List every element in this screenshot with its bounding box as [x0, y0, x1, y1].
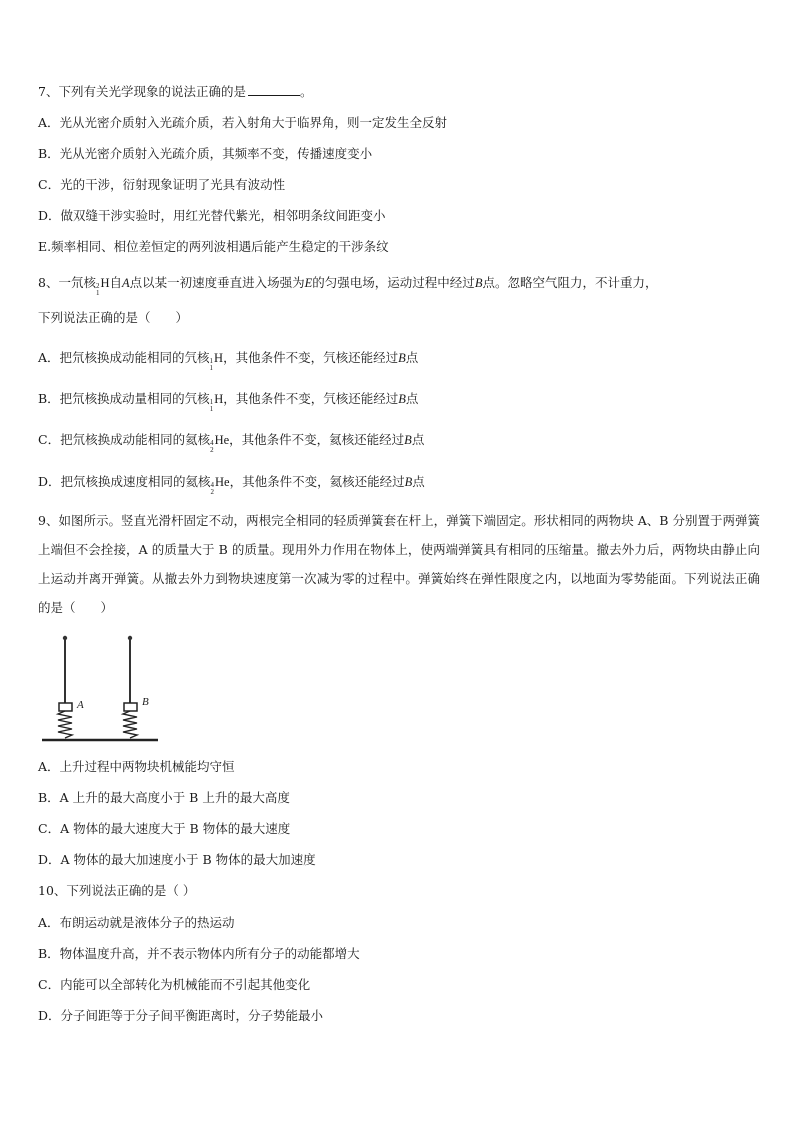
question-10-option-d: D．分子间距等于分子间平衡距离时，分子势能最小 — [38, 1008, 324, 1023]
question-8-option-d — [38, 474, 425, 496]
option-text: 点 — [405, 391, 419, 406]
nuclide-atomic-number: 2 — [210, 446, 214, 454]
question-8-text-mid2: 点以某一初速度垂直进入场强为 — [129, 275, 305, 290]
question-8-option-c — [38, 432, 424, 454]
question-8-text-end: 点。忽略空气阻力，不计重力， — [482, 275, 658, 290]
nuclide-symbol: H — [100, 276, 110, 290]
question-9-option-b: B．A 上升的最大高度小于 B 上升的最大高度 — [38, 790, 290, 805]
nuclide-atomic-number: 2 — [210, 488, 215, 496]
question-10-option-b: B．物体温度升高，并不表示物体内所有分子的动能都增大 — [38, 946, 360, 961]
point-b-label: B — [474, 276, 483, 290]
nuclide-symbol: He — [215, 475, 230, 489]
option-text: 点 — [405, 350, 419, 365]
nuclide-mass-number: 1 — [209, 357, 214, 365]
question-10-option-a: A．布朗运动就是液体分子的热运动 — [38, 915, 235, 930]
question-9-option-c: C．A 物体的最大速度大于 B 物体的最大速度 — [38, 821, 291, 836]
spring-a — [58, 711, 72, 738]
block-b — [124, 703, 137, 711]
question-7-option-e: E.频率相同、相位差恒定的两列波相遇后能产生稳定的干涉条纹 — [38, 239, 389, 254]
nuclide-helium — [210, 432, 229, 454]
option-text: ，其他条件不变，氕核还能经过 — [223, 350, 399, 365]
question-9-option-a: A．上升过程中两物块机械能均守恒 — [38, 759, 235, 774]
question-9-stem: 9、如图所示。竖直光滑杆固定不动，两根完全相同的轻质弹簧套在杆上，弹簧下端固定。形状相同的两物块 A、B 分别置于两弹簧上端但不会拴接，A 的质量大于 B 的质量。现用外力作用在物体上，使两端弹簧具有相同的压缩量。撤去外力后，两物块由静止向上运动并离开弹簧。从撤去外力到物块速度第一次减为零的过程中。弹簧始终在弹性限度之内，以地面为零势能面。下列说法正确的是（ ） — [38, 513, 760, 615]
nuclide-mass-number: 1 — [209, 398, 214, 406]
point-a-label: A — [122, 276, 130, 290]
question-8-text-pre: 8、一氘核 — [38, 275, 96, 290]
option-text: ，其他条件不变，氦核还能经过 — [229, 474, 405, 489]
spring-rod-figure — [40, 633, 160, 748]
question-7-stem — [38, 84, 312, 100]
spring-b — [123, 711, 137, 738]
rod-b-top — [128, 636, 132, 640]
nuclide-atomic-number: 1 — [95, 289, 100, 297]
nuclide-protium — [210, 350, 224, 372]
nuclide-helium — [211, 474, 230, 496]
question-9-option-d: D．A 物体的最大加速度小于 B 物体的最大加速度 — [38, 852, 316, 867]
option-text: C．把氘核换成动能相同的氦核 — [38, 432, 211, 447]
nuclide-atomic-number: 1 — [209, 364, 214, 372]
question-10-stem: 10、下列说法正确的是（ ） — [38, 883, 196, 898]
nuclide-atomic-number: 1 — [209, 405, 214, 413]
question-8-text-mid3: 的匀强电场，运动过程中经过 — [312, 275, 475, 290]
question-7-text: 7、下列有关光学现象的说法正确的是 — [38, 84, 246, 99]
nuclide-protium — [210, 391, 224, 413]
question-7-stem-end: 。 — [299, 84, 313, 99]
option-text: B．把氘核换成动量相同的氕核 — [38, 391, 210, 406]
question-7-option-d: D．做双缝干涉实验时，用红光替代紫光，相邻明条纹间距变小 — [38, 208, 386, 223]
nuclide-mass-number: 2 — [95, 282, 100, 290]
nuclide-symbol: H — [214, 392, 224, 406]
point-b-label: B — [404, 433, 412, 447]
nuclide-deuteron — [96, 275, 110, 297]
option-text: ，其他条件不变，氕核还能经过 — [223, 391, 399, 406]
option-text: ，其他条件不变，氦核还能经过 — [229, 432, 405, 447]
nuclide-symbol: He — [214, 433, 230, 447]
point-b-label: B — [398, 351, 406, 365]
question-8-text-mid1: 自 — [109, 275, 122, 290]
nuclide-symbol: H — [214, 351, 224, 365]
question-8-stem — [38, 275, 657, 297]
label-b: B — [142, 696, 149, 708]
point-b-label: B — [398, 392, 406, 406]
nuclide-mass-number: 4 — [210, 439, 214, 447]
question-7-option-c: C．光的干涉，衍射现象证明了光具有波动性 — [38, 177, 286, 192]
block-a — [59, 703, 72, 711]
question-8-stem-line2: 下列说法正确的是（ ） — [38, 310, 189, 325]
question-8-option-b — [38, 391, 418, 413]
rod-a-top — [63, 636, 67, 640]
field-strength-symbol: E — [304, 276, 313, 290]
option-text: D．把氘核换成速度相同的氦核 — [38, 474, 211, 489]
question-7-option-b: B．光从光密介质射入光疏介质，其频率不变，传播速度变小 — [38, 146, 373, 161]
question-8-option-a — [38, 350, 418, 372]
option-text: A．把氘核换成动能相同的氕核 — [38, 350, 210, 365]
question-7-option-a: A．光从光密介质射入光疏介质，若入射角大于临界角，则一定发生全反射 — [38, 115, 448, 130]
nuclide-mass-number: 4 — [210, 481, 215, 489]
answer-blank — [248, 84, 300, 96]
question-10-option-c: C．内能可以全部转化为机械能而不引起其他变化 — [38, 977, 311, 992]
label-a: A — [77, 699, 84, 711]
option-text: 点 — [411, 432, 425, 447]
option-text: 点 — [412, 474, 425, 489]
point-b-label: B — [404, 475, 413, 489]
